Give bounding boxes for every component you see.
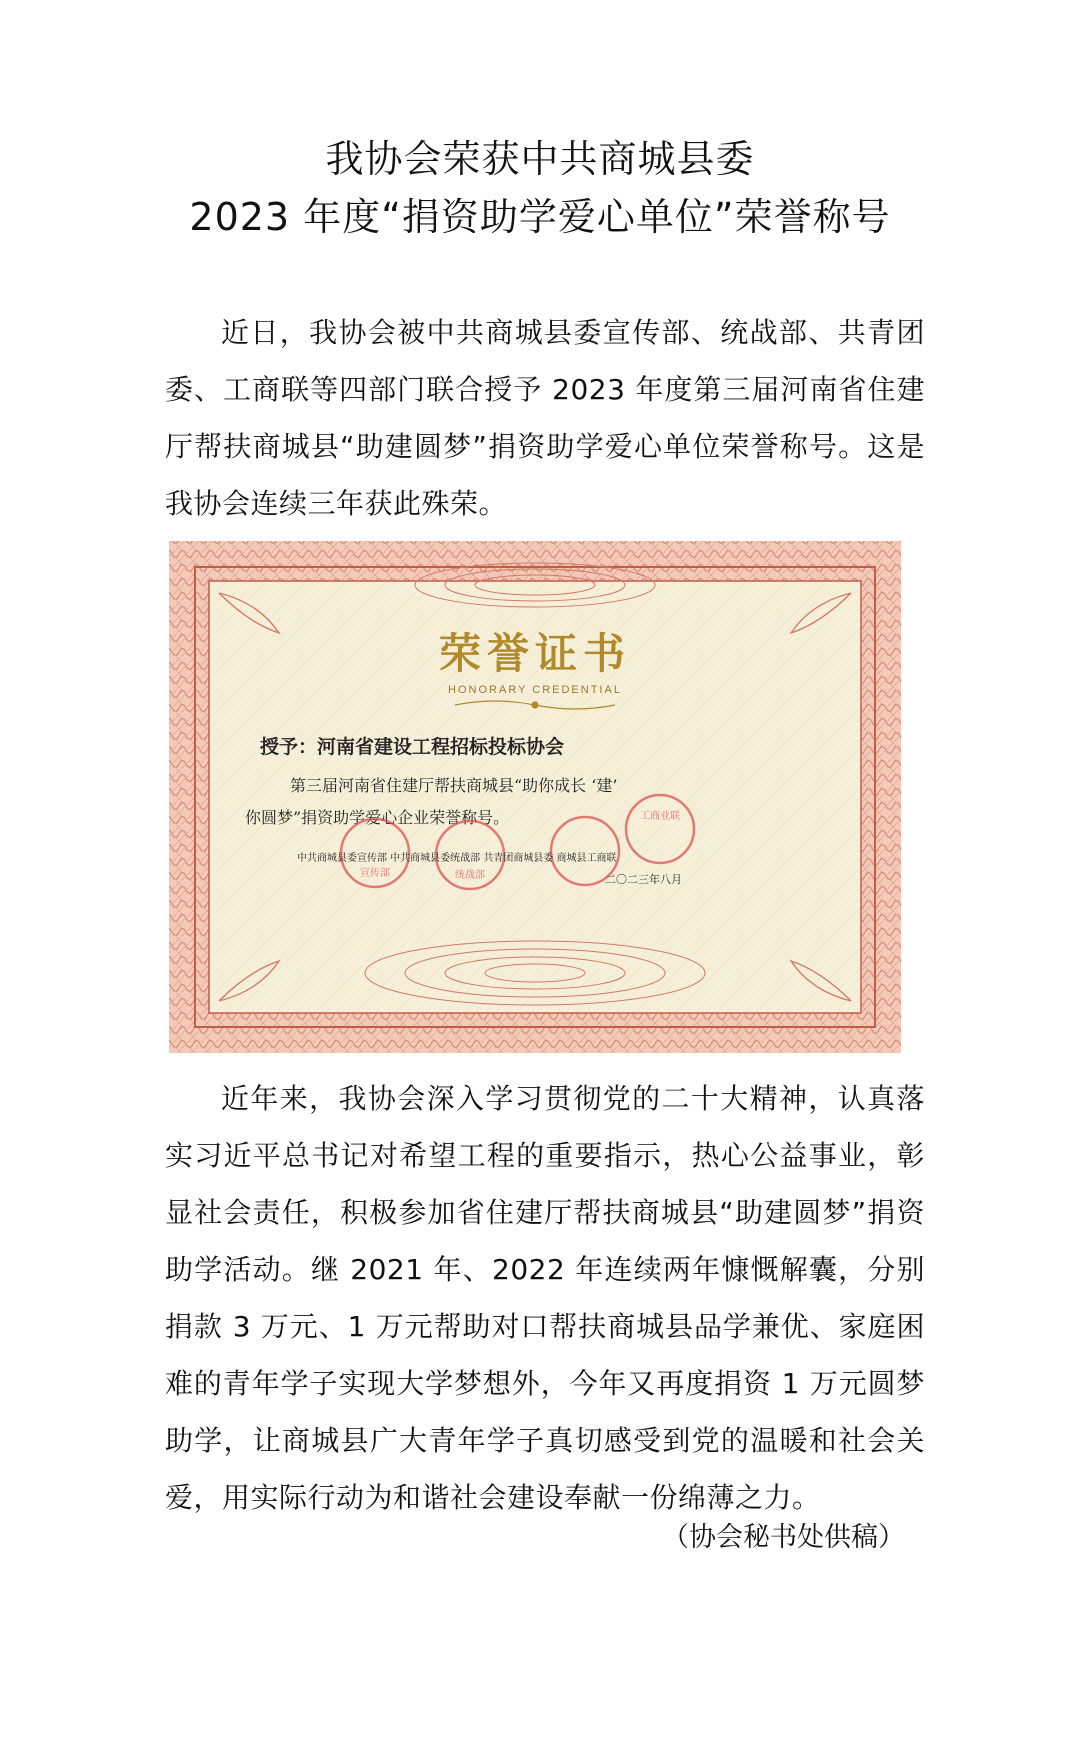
intro-paragraph: 近日，我协会被中共商城县委宣传部、统战部、共青团委、工商联等四部门联合授予 2023 年度第三届河南省住建厅帮扶商城县“助建圆梦”捐资助学爱心单位荣誉称号。这是我协会连续三年获此殊荣。	[165, 316, 925, 520]
seal-text: 工商业联	[640, 811, 680, 822]
certificate-issuers: 中共商城县委宣传部 中共商城县委统战部 共青团商城县委 商城县工商联	[297, 853, 617, 864]
certificate-subheading: HONORARY CREDENTIAL	[448, 684, 622, 696]
certificate-date: 二〇二三年八月	[605, 873, 682, 886]
source-credit: （协会秘书处供稿）	[662, 1522, 905, 1553]
seal-text: 统战部	[455, 870, 485, 881]
page-title-line-2: 2023 年度“捐资助学爱心单位”荣誉称号	[189, 195, 891, 239]
certificate-image	[165, 533, 917, 1063]
body-paragraph: 近年来，我协会深入学习贯彻党的二十大精神，认真落实习近平总书记对希望工程的重要指示，热心公益事业，彰显社会责任，积极参加省住建厅帮扶商城县“助建圆梦”捐资助学活动。继 2021 年、2022 年连续两年慷慨解囊，分别捐款 3 万元、1 万元帮助对口帮扶商城县品学兼优、家庭困难的青年学子实现大学梦想外，今年又再度捐资 1 万元圆梦助学，让商城县广大青年学子真切感受到党的温暖和社会关爱，用实际行动为和谐社会建设奉献一份绵薄之力。	[165, 1082, 925, 1514]
seal-text: 宣传部	[360, 868, 390, 879]
certificate-svg	[165, 533, 917, 1063]
page-title-line-1: 我协会荣获中共商城县委	[325, 137, 755, 181]
certificate-award-line: 授予：河南省建设工程招标投标协会	[260, 736, 565, 758]
certificate-heading: 荣誉证书	[438, 629, 632, 678]
certificate-body-line-2: 你圆梦”捐资助学爱心企业荣誉称号。	[245, 808, 510, 827]
certificate-body-line-1: 第三届河南省住建厅帮扶商城县“助你成长 ‘建’	[290, 776, 618, 795]
